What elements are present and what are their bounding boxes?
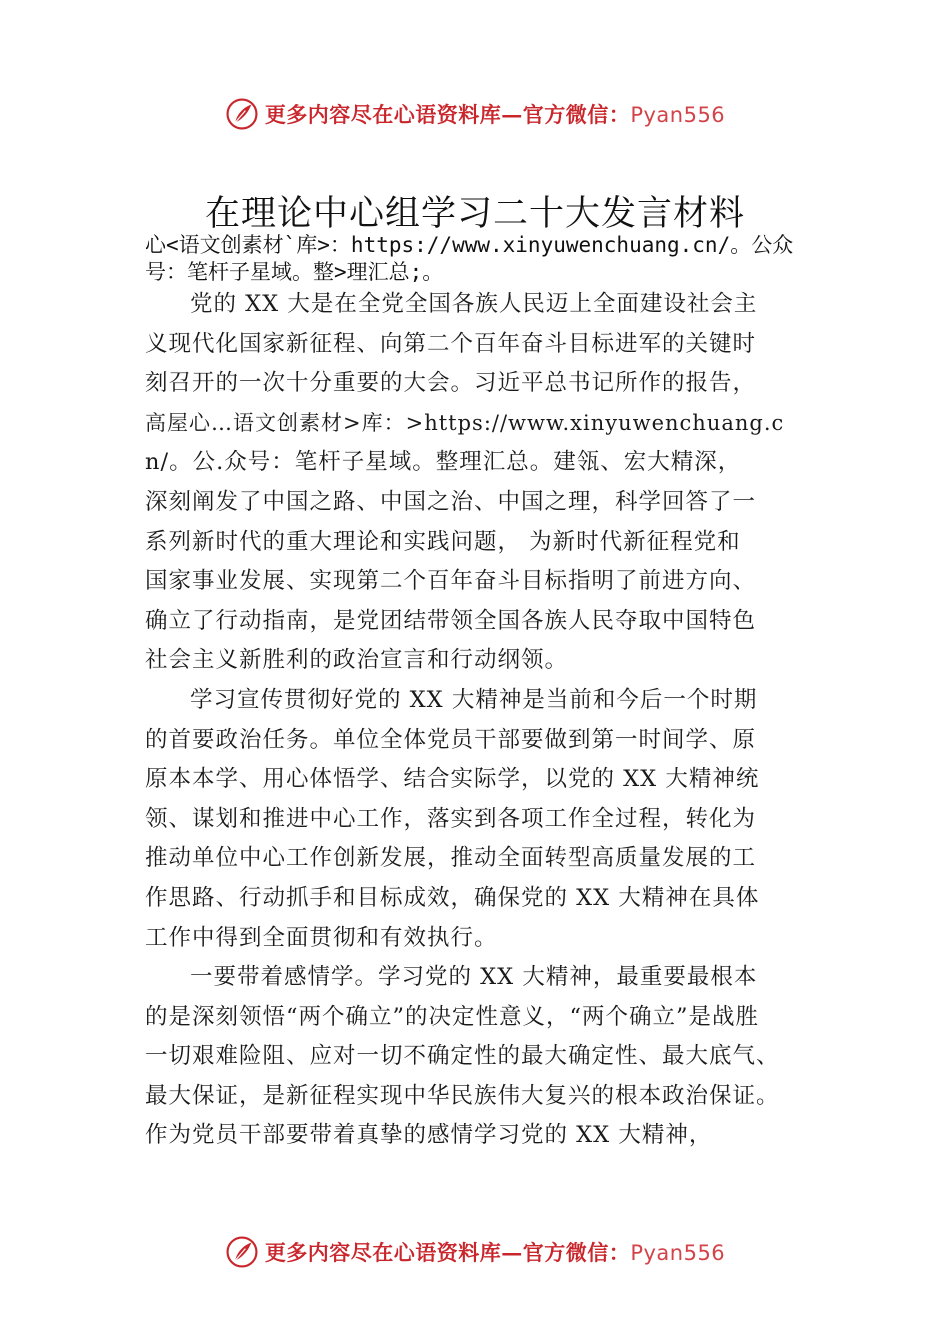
text-line: 最大保证，是新征程实现中华民族伟大复兴的根本政治保证。 (145, 1082, 780, 1109)
text-line: 学习宣传贯彻好党的 XX 大精神是当前和今后一个时期 (190, 686, 758, 713)
note-line: 号：笔杆子星域。整>理汇总;。 (145, 260, 444, 284)
banner-text (265, 99, 725, 129)
text-line: 一切艰难险阻、应对一切不确定性的最大确定性、最大底气、 (145, 1043, 780, 1070)
text-line: 推动单位中心工作创新发展，推动全面转型高质量发展的工 (145, 845, 757, 872)
document-body (145, 285, 845, 1156)
paragraph-1 (145, 285, 845, 681)
text-line: 党的 XX 大是在全党全国各族人民迈上全面建设社会主 (190, 291, 758, 317)
text-line: 高屋心…语文创素材>库：>https://www.xinyuwenchuang.c (145, 410, 785, 435)
document-title: 在理论中心组学习二十大发言材料 (204, 194, 745, 234)
text-line: 的是深刻领悟“两个确立”的决定性意义，“两个确立”是战胜 (145, 1003, 760, 1030)
text-line: 的首要政治任务。单位全体党员干部要做到第一时间学、原 (145, 726, 757, 753)
text-line: 作思路、行动抓手和目标成效，确保党的 XX 大精神在具体 (145, 884, 760, 911)
footer-banner (0, 1230, 950, 1274)
paragraph-3 (145, 958, 845, 1156)
text-line: 作为党员干部要带着真挚的感情学习党的 XX 大精神， (145, 1122, 713, 1149)
text-line: n/。公.众号：笔杆子星域。整理汇总。建瓴、宏大精深， (145, 449, 742, 476)
banner-label: 更多内容尽在心语资料库—官方微信： (264, 1240, 631, 1265)
text-line: 刻召开的一次十分重要的大会。习近平总书记所作的报告， (145, 370, 757, 397)
feather-pen-logo-icon (225, 97, 259, 131)
text-line: 深刻阐发了中国之路、中国之治、中国之理，科学回答了一 (145, 488, 757, 515)
text-line: 国家事业发展、实现第二个百年奋斗目标指明了前进方向、 (145, 568, 757, 595)
text-line: 系列新时代的重大理论和实践问题， 为新时代新征程党和 (145, 528, 741, 555)
text-line: 工作中得到全面贯彻和有效执行。 (145, 924, 498, 951)
wechat-id: Pyan556 (630, 103, 726, 127)
feather-pen-logo-icon (225, 1235, 259, 1269)
text-line: 社会主义新胜利的政治宣言和行动纲领。 (145, 647, 569, 674)
header-banner (0, 92, 950, 136)
text-line: 义现代化国家新征程、向第二个百年奋斗目标进军的关键时 (145, 330, 757, 357)
wechat-id: Pyan556 (630, 1241, 726, 1265)
banner-text (265, 1237, 725, 1267)
paragraph-2 (145, 681, 845, 958)
note-line: 心<语文创素材`库>：https://www.xinyuwenchuang.cn/。公众 (145, 233, 794, 257)
text-line: 一要带着感情学。学习党的 XX 大精神，最重要最根本 (190, 964, 758, 991)
text-line: 原本本学、用心体悟学、结合实际学，以党的 XX 大精神统 (145, 766, 760, 793)
banner-label: 更多内容尽在心语资料库—官方微信： (264, 102, 631, 127)
text-line: 确立了行动指南，是党团结带领全国各族人民夺取中国特色 (145, 607, 757, 634)
text-line: 领、谋划和推进中心工作，落实到各项工作全过程，转化为 (145, 805, 757, 832)
source-note (145, 232, 845, 286)
